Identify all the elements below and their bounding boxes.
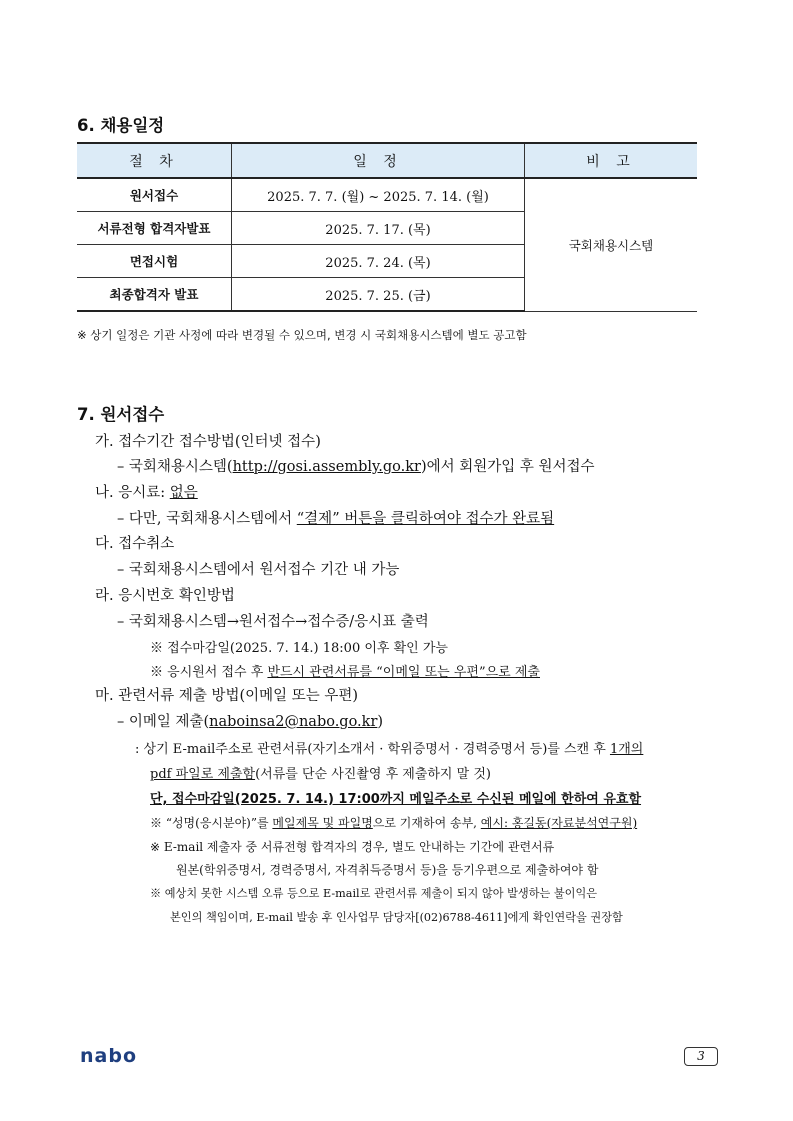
item-ma-5 [150,814,637,831]
row-date: 2025. 7. 17. (목) [232,212,525,245]
row-step: 원서접수 [77,178,232,212]
ma-2-pre: : 상기 E-mail주소로 관련서류(자기소개서 · 학위증명서 · 경력증명서 등)를 스캔 후 [135,742,610,757]
item-ra-1: – 국회채용시스템→원서접수→접수증/응시표 출력 [117,614,429,630]
ma-5-mid: 으로 기재하여 송부, [372,816,481,830]
item-ma-1 [117,710,383,731]
ma-2-underlined: 1개의 [609,742,644,757]
table-header-row [77,143,697,178]
row-step: 서류전형 합격자발표 [77,212,232,245]
gosi-link[interactable]: http://gosi.assembly.go.kr [232,459,421,475]
na-value: 없음 [169,485,198,501]
row-step: 최종합격자 발표 [77,278,232,312]
row-remark: 국회채용시스템 [525,178,698,311]
row-step: 면접시험 [77,245,232,278]
item-ga: 가. 접수기간 접수방법(인터넷 접수) [95,434,321,450]
ma-3-post: (서류를 단순 사진촬영 후 제출하지 말 것) [255,767,491,782]
item-ma-7b: 본인의 책임이며, E-mail 발송 후 인사업무 담당자[(02)6788-4611]에게 확인연락을 권장함 [170,911,623,924]
item-ra-3 [150,661,540,680]
ma-1-pre: – 이메일 제출( [117,714,210,730]
item-ma-6a: ※ E-mail 제출자 중 서류전형 합격자의 경우, 별도 안내하는 기간에 관련서류 [150,840,555,854]
item-na [95,481,198,502]
item-ga-1 [117,455,595,476]
nabo-email-link[interactable]: naboinsa2@nabo.go.kr [209,714,378,730]
row-date: 2025. 7. 24. (목) [232,245,525,278]
item-da-1: – 국회채용시스템에서 원서접수 기간 내 가능 [117,562,400,578]
item-ra-2: ※ 접수마감일(2025. 7. 14.) 18:00 이후 확인 가능 [150,641,448,656]
nabo-logo: nabo [80,1045,138,1067]
ra-3-pre: ※ 응시원서 접수 후 [150,665,268,680]
ma-3-underlined: pdf 파일로 제출함 [150,767,256,782]
section-7-title: 7. 원서접수 [77,405,165,424]
table-row [77,178,697,212]
na-1-underlined: “결제” 버튼을 클릭하여야 접수가 완료됨 [296,511,555,527]
item-na-1 [117,507,554,528]
item-ma: 마. 관련서류 제출 방법(이메일 또는 우편) [95,688,359,704]
na-pre: 나. 응시료: [95,485,170,501]
schedule-note: ※ 상기 일정은 기관 사정에 따라 변경될 수 있으며, 변경 시 국회채용시스템에 별도 공고함 [77,328,527,342]
item-ma-2 [135,738,643,757]
ma-5-pre: ※ “성명(응시분야)”를 [150,816,273,830]
item-da: 다. 접수취소 [95,536,175,552]
header-remark: 비 고 [525,143,698,178]
ga-1-post: )에서 회원가입 후 원서접수 [420,459,595,475]
item-ma-6b: 원본(학위증명서, 경력증명서, 자격취득증명서 등)을 등기우편으로 제출하여야 함 [176,863,599,877]
schedule-table [77,142,697,312]
page-number: 3 [684,1047,718,1066]
row-date: 2025. 7. 7. (월) ~ 2025. 7. 14. (월) [232,178,525,212]
item-ma-7a: ※ 예상치 못한 시스템 오류 등으로 E-mail로 관련서류 제출이 되지 않아 발생하는 불이익은 [150,887,598,900]
header-date: 일 정 [232,143,525,178]
section-6-title: 6. 채용일정 [77,116,165,135]
ma-5-underlined-1: 메일제목 및 파일명 [272,816,373,830]
row-date: 2025. 7. 25. (금) [232,278,525,312]
ma-5-underlined-2: 예시: 홍길동(자료분석연구원) [480,816,638,830]
header-step: 절 차 [77,143,232,178]
item-ma-4: 단, 접수마감일(2025. 7. 14.) 17:00까지 메일주소로 수신된 메일에 한하여 유효함 [150,792,642,807]
ra-3-underlined: 반드시 관련서류를 “이메일 또는 우편”으로 제출 [267,665,540,680]
item-ra: 라. 응시번호 확인방법 [95,588,235,604]
ma-1-post: ) [377,714,384,730]
ga-1-pre: – 국회채용시스템( [117,459,233,475]
na-1-pre: – 다만, 국회채용시스템에서 [117,511,297,527]
item-ma-3 [150,763,491,782]
